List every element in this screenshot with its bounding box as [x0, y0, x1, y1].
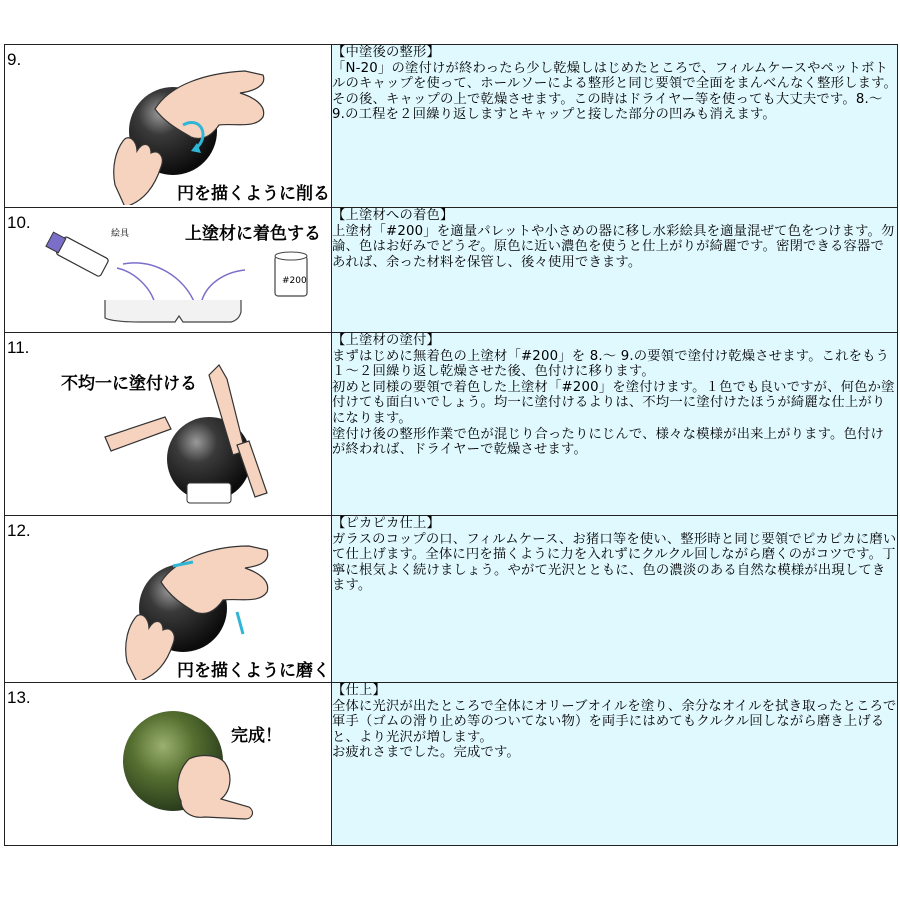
step-row-10	[5, 208, 898, 333]
step-paragraph: 塗付け後の整形作業で色が混じり合ったりにじんで、様々な模様が出来上がります。色付けが終われば、ドライヤーで乾燥させます。	[332, 426, 885, 458]
step-paragraph: 「N-20」の塗付けが終わったら少し乾燥しはじめたところで、フィルムケースやペットボトルのキャップを使って、ホールソーによる整形と同じ要領で全面をまんべんなく整形します。その後、キャップの上で乾燥させます。この時はドライヤー等を使っても大丈夫です。8.〜 9.の工程を２回繰り返しますとキャップと接した部分の凹みも消えます。	[332, 60, 898, 123]
holding-hand	[178, 756, 253, 819]
step-12-illustration	[5, 516, 332, 683]
step-11-description	[332, 333, 898, 516]
step-number: 9.	[7, 50, 22, 69]
step-paragraph: 全体に光沢が出たところで全体にオリーブオイルを塗り、余分なオイルを拭き取ったところで軍手（ゴムの滑り止め等のついてない物）を両手にはめてもクルクル回しながら磨き上げると、より光沢が増します。	[332, 698, 897, 745]
step-row-9	[5, 45, 898, 208]
step-paragraph: まずはじめに無着色の上塗材「#200」を 8.〜 9.の要領で塗付け乾燥させます。これをもう１〜２回繰り返し乾燥させた後、色付けに移ります。	[332, 348, 890, 380]
step-row-13	[5, 683, 898, 846]
paint-label: 絵具	[111, 229, 130, 239]
step-13-description	[332, 683, 898, 846]
step-heading: 【中塗後の整形】	[332, 45, 440, 60]
finished-ball-illustration	[5, 683, 331, 843]
step-paragraph: お疲れさまでした。完成です。	[332, 745, 520, 761]
steps-table	[4, 44, 898, 846]
step-caption: 上塗材に着色する	[185, 224, 321, 244]
step-caption: 完成！	[231, 726, 282, 746]
step-caption: 不均一に塗付ける	[61, 374, 197, 394]
paint-stream	[123, 263, 195, 304]
step-9-description	[332, 45, 898, 208]
step-number: 10.	[7, 213, 31, 232]
step-paragraph: ガラスのコップの口、フィルムケース、お猪口等を使い、整形時と同じ要領でピカピカに磨いて仕上げます。全体に円を描くように力を入れずにクルクル回しながら磨くのがコツです。丁寧に根気よく続けましょう。やがて光沢とともに、色の濃淡のある自然な模様が出現してきます。	[332, 531, 897, 594]
step-number: 12.	[7, 521, 31, 540]
step-12-description	[332, 516, 898, 683]
step-heading: 【上塗材への着色】	[332, 208, 454, 223]
step-number: 11.	[7, 338, 30, 357]
step-number: 13.	[7, 688, 31, 707]
palette-tray	[105, 300, 241, 322]
step-paragraph: 初めと同様の要領で着色した上塗材「#200」を塗付けます。１色でも良いですが、何色か塗付けても面白いでしょう。均一に塗付けるよりは、不均一に塗付けたほうが綺麗な仕上がりになります。	[332, 379, 895, 426]
step-9-illustration	[5, 45, 332, 208]
step-caption: 円を描くように削る	[177, 184, 330, 204]
coating-illustration	[5, 333, 331, 513]
step-10-illustration	[5, 208, 332, 333]
step-row-12	[5, 516, 898, 683]
cap-stand	[187, 483, 231, 503]
step-paragraph: 上塗材「#200」を適量パレットや小さめの器に移し水彩絵具を適量混ぜて色をつけます。勿論、色はお好みでどうぞ。原色に近い濃色を使うと仕上がりが綺麗です。密閉できる容器であれば、余った材料を保管し、後々使用できます。	[332, 223, 895, 270]
step-13-illustration	[5, 683, 332, 846]
step-caption: 円を描くように磨く	[177, 661, 330, 681]
step-heading: 【仕上】	[332, 683, 386, 698]
left-arm	[105, 417, 171, 451]
step-heading: 【ピカピカ仕上】	[332, 516, 440, 531]
step-row-11	[5, 333, 898, 516]
step-11-illustration	[5, 333, 332, 516]
step-heading: 【上塗材の塗付】	[332, 333, 440, 348]
step-10-description	[332, 208, 898, 333]
jar-label: #200	[282, 276, 307, 286]
